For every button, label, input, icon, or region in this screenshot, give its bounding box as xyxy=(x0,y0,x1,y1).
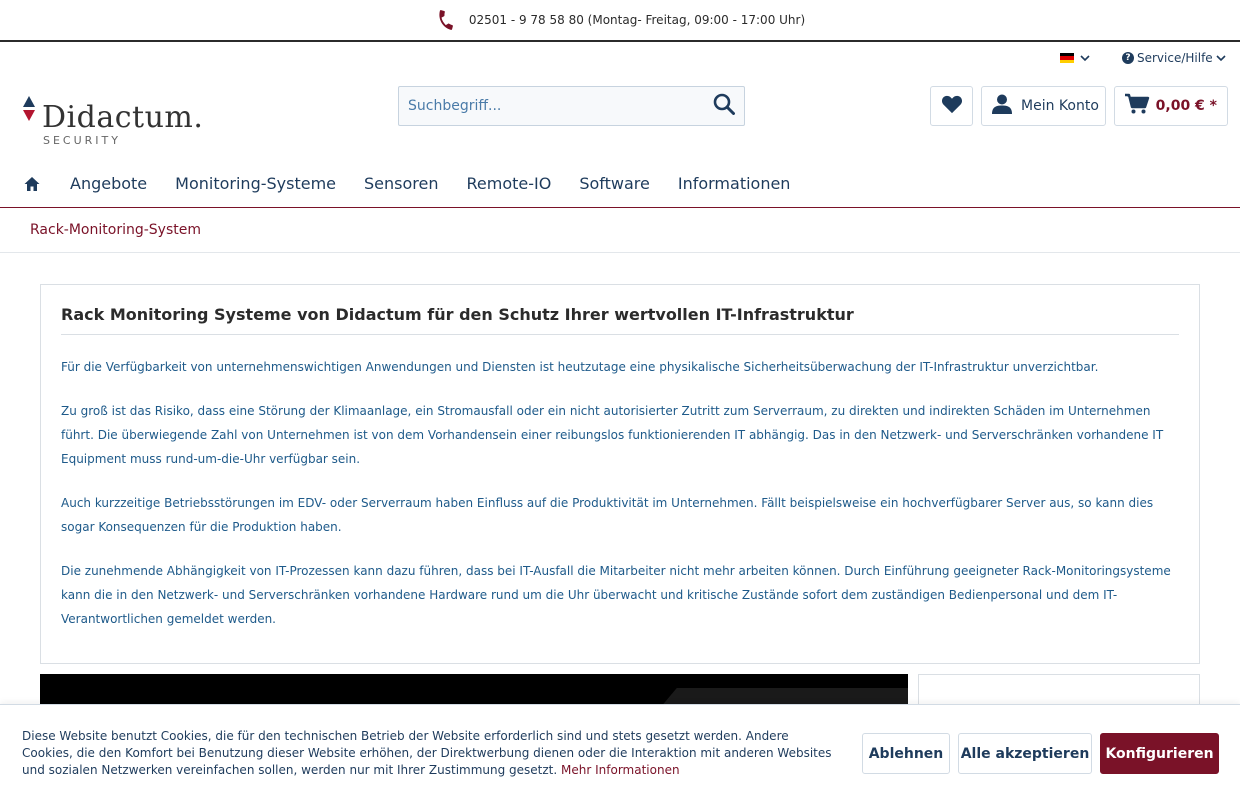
accept-all-cookies-button[interactable]: Alle akzeptieren xyxy=(958,733,1092,774)
category-description xyxy=(40,284,1200,664)
nav-item-monitoring-systeme[interactable]: Monitoring-Systeme xyxy=(175,174,336,193)
service-help-label: Service/Hilfe xyxy=(1137,51,1213,65)
help-icon: ? xyxy=(1122,52,1134,64)
nav-item-remote-io[interactable]: Remote-IO xyxy=(466,174,552,193)
decline-cookies-button[interactable]: Ablehnen xyxy=(862,733,950,774)
nav-item-sensoren[interactable]: Sensoren xyxy=(364,174,439,193)
breadcrumb-item-current[interactable]: Rack-Monitoring-System xyxy=(30,222,201,238)
cookie-message: Diese Website benutzt Cookies, die für den technischen Betrieb der Website erforderlich sind und stets gesetzt werden. Andere Cookies, die den Komfort bei Benutzung dieser Website erhöhen, der Direktwerbung dienen oder die Interaktion mit anderen Websites und sozialen Netzwerken vereinfachen sollen, werden nur mit Ihrer Zustimmung gesetzt. xyxy=(22,729,832,777)
description-paragraph: Die zunehmende Abhängigkeit von IT-Prozessen kann dazu führen, dass bei IT-Ausfall die Mitarbeiter nicht mehr arbeiten können. Durch Einführung geeigneter Rack-Monitoringsysteme kann die in den Netzwerk- und Serverschränken vorhandene Hardware rund um die Uhr überwacht und kritische Zustände sofort dem zuständigen Bedienpersonal und dem IT-Verantwortlichen gemeldet werden. xyxy=(61,564,1171,626)
search-icon xyxy=(713,93,735,119)
search-button[interactable] xyxy=(704,87,744,125)
cart-total: 0,00 € * xyxy=(1155,98,1217,114)
cart-button[interactable] xyxy=(1114,86,1228,126)
cart-icon xyxy=(1124,93,1150,119)
account-button[interactable] xyxy=(981,86,1106,126)
logo-wordmark: Didactum. xyxy=(42,100,204,135)
german-flag-icon xyxy=(1060,53,1074,63)
more-info-link[interactable]: Mehr Informationen xyxy=(561,763,680,777)
search-box xyxy=(398,86,745,126)
nav-item-angebote[interactable]: Angebote xyxy=(70,174,148,193)
top-contact-bar xyxy=(0,0,1240,42)
service-help-menu[interactable] xyxy=(1122,51,1226,65)
chevron-down-icon xyxy=(1216,53,1226,63)
logo-mark-icon xyxy=(22,96,36,126)
page-title: Rack Monitoring Systeme von Didactum für den Schutz Ihrer wertvollen IT-Infrastruktur xyxy=(61,305,1179,335)
didactum-logo[interactable] xyxy=(20,94,204,150)
nav-item-informationen[interactable]: Informationen xyxy=(677,174,791,193)
phone-icon xyxy=(435,9,457,31)
description-paragraph: Für die Verfügbarkeit von unternehmenswichtigen Anwendungen und Diensten ist heutzutage eine physikalische Sicherheitsüberwachung der IT-Infrastruktur unverzichtbar. xyxy=(61,360,1099,374)
description-paragraph: Zu groß ist das Risiko, dass eine Störung der Klimaanlage, ein Stromausfall oder ein nicht autorisierter Zutritt zum Serverraum, zu direkten und indirekten Schäden im Unternehmen führt. Die überwiegende Zahl von Unternehmen ist von dem Vorhandensein einer reibungslos funktionierenden IT abhängig. Das in den Netzwerk- und Serverschränken vorhandene IT Equipment muss rund-um-die-Uhr verfügbar sein. xyxy=(61,404,1164,466)
account-label: Mein Konto xyxy=(1021,98,1099,114)
cookie-banner xyxy=(0,704,1240,800)
site-header xyxy=(0,74,1240,164)
nav-item-software[interactable]: Software xyxy=(579,174,650,193)
chevron-down-icon xyxy=(1080,53,1090,63)
main-navigation xyxy=(0,164,1240,208)
heart-icon xyxy=(941,94,963,118)
configure-cookies-button[interactable]: Konfigurieren xyxy=(1100,733,1219,774)
description-paragraph: Auch kurzzeitige Betriebsstörungen im EDV- oder Serverraum haben Einfluss auf die Produktivität im Unternehmen. Fällt beispielsweise ein hochverfügbarer Server aus, so kann dies sogar Konsequenzen für die Produktion haben. xyxy=(61,496,1154,534)
language-switcher[interactable] xyxy=(1060,53,1090,63)
phone-number: 02501 - 9 78 58 80 (Montag- Freitag, 09:00 - 17:00 Uhr) xyxy=(468,13,806,27)
search-input[interactable] xyxy=(399,87,704,125)
home-icon[interactable] xyxy=(24,176,40,192)
logo-subtitle: SECURITY xyxy=(43,134,121,147)
breadcrumb xyxy=(0,208,1240,253)
utility-bar xyxy=(0,42,1240,74)
cookie-notice-text xyxy=(22,728,842,779)
user-icon xyxy=(991,93,1013,119)
wishlist-button[interactable] xyxy=(930,86,973,126)
